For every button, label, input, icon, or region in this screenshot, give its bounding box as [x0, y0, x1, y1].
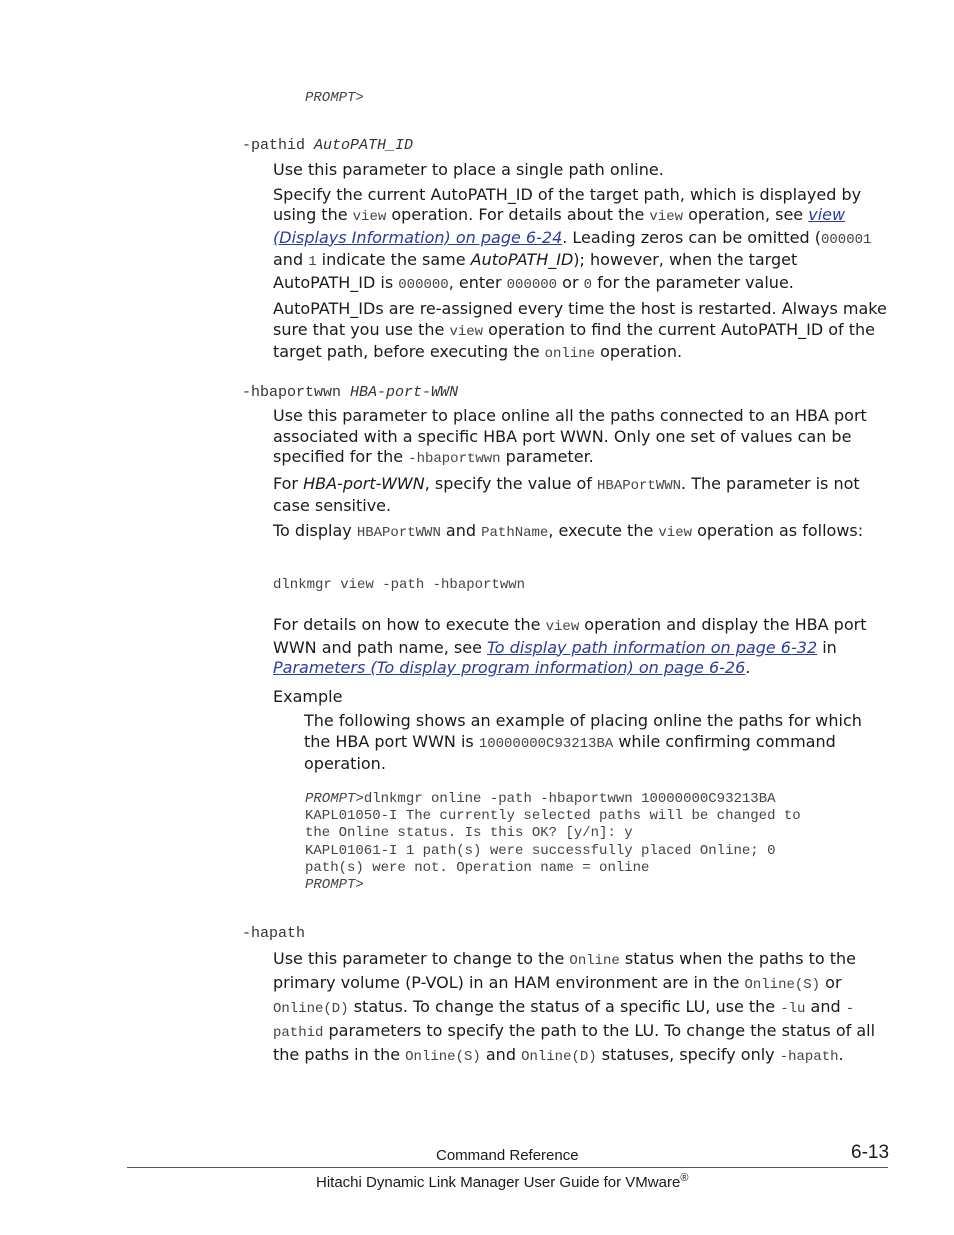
code: Online(S) — [405, 1049, 481, 1065]
command: >dlnkmgr online -path -hbaportwwn 10000000C93213BA — [355, 791, 776, 807]
text: To display — [273, 520, 357, 540]
code: 000000 — [398, 276, 449, 293]
text: AutoPATH_IDs are re-assigned every time the host is restarted. Always make sure that you use the — [273, 299, 887, 339]
view-link[interactable]: view (Displays Information) on page 6-24 — [273, 205, 846, 247]
text: statuses, specify only — [596, 1045, 780, 1064]
prompt-gt: > — [355, 90, 364, 106]
display-path-info-link[interactable]: To display path information on page 6-32 — [487, 637, 818, 657]
registered-mark: ® — [680, 1172, 689, 1184]
example-code-block — [305, 791, 801, 894]
code-line-5: path(s) were not. Operation name = online — [305, 859, 650, 876]
code: HBAPortWWN — [356, 524, 441, 541]
text: and — [480, 1045, 522, 1064]
top-prompt — [305, 90, 364, 106]
guide-title-text: Hitachi Dynamic Link Manager User Guide for VMware — [316, 1174, 681, 1191]
text: For — [273, 473, 304, 493]
text: operation as follows: — [692, 520, 864, 540]
text: , specify the value of — [424, 473, 598, 493]
hba-para-2 — [273, 474, 889, 517]
text: operation. For details about the — [386, 205, 650, 224]
code: -lu — [780, 1001, 806, 1017]
emphasis: AutoPATH_ID — [470, 250, 574, 269]
pathid-para-3 — [273, 299, 889, 365]
text: Specify the current AutoPATH_ID of the target path, which is displayed by using the — [273, 184, 862, 224]
option-name: -pathid — [242, 137, 306, 154]
code: HBAPortWWN — [597, 477, 682, 494]
pathid-description — [273, 160, 889, 365]
hapath-para-1 — [273, 948, 889, 1068]
code: -pathid — [273, 1001, 855, 1041]
text: . Leading zeros can be omitted ( — [562, 227, 821, 247]
code-line-4: KAPL01061-I 1 path(s) were successfully placed Online; 0 — [305, 842, 776, 859]
code: view — [658, 524, 692, 541]
option-name: -hbaportwwn — [242, 384, 342, 401]
text: , execute the — [548, 520, 659, 540]
text: indicate the same — [316, 250, 471, 269]
code: 000000 — [506, 276, 558, 293]
footer-rule — [127, 1167, 888, 1168]
text: and — [273, 250, 309, 269]
code: online — [544, 346, 596, 362]
text: operation to find the current AutoPATH_ID of the target path, before executing the — [273, 319, 875, 361]
emphasis: HBA-port-WWN — [303, 473, 425, 493]
code-line-6 — [305, 877, 801, 894]
text: and — [440, 520, 482, 540]
code-line-1 — [305, 791, 801, 808]
text: for the parameter value. — [592, 272, 794, 292]
code: Online(D) — [273, 1001, 349, 1017]
hbaportwwn-description — [273, 406, 889, 543]
footer-guide-title — [316, 1172, 688, 1191]
code: view — [545, 619, 580, 635]
text: . — [745, 658, 751, 677]
parameters-link[interactable]: Parameters (To display program information) on page 6-26 — [273, 658, 746, 677]
code: -hapath — [779, 1049, 839, 1065]
code: Online(D) — [521, 1049, 597, 1065]
hbaportwwn-option — [242, 384, 458, 401]
prompt-gt: > — [355, 877, 364, 894]
code: 1 — [308, 254, 317, 270]
option-arg: AutoPATH_ID — [314, 137, 414, 154]
hba-para-1 — [273, 406, 889, 470]
text: For details on how to execute the — [273, 615, 546, 634]
text: operation and display the HBA port WWN and path name, see — [273, 615, 867, 657]
code: 000001 — [820, 231, 872, 248]
prompt-text: PROMPT — [305, 791, 356, 807]
example-para — [304, 711, 889, 775]
example-heading: Example — [273, 687, 343, 706]
pathid-para-2 — [273, 185, 889, 296]
code: view — [449, 323, 484, 340]
hba-details — [273, 615, 889, 679]
text: . — [838, 1045, 844, 1064]
hba-para-3 — [273, 521, 889, 544]
footer-section-title: Command Reference — [436, 1147, 579, 1164]
text: . The parameter is not case sensitive. — [273, 473, 860, 515]
text: Use this parameter to change to the — [273, 949, 570, 968]
text: or — [820, 973, 842, 992]
code: -hbaportwwn — [408, 451, 501, 467]
text: or — [557, 272, 584, 292]
text: ); however, when the target AutoPATH_ID is — [273, 250, 798, 292]
text: status. To change the status of a specific LU, use the — [348, 997, 781, 1016]
text: status when the paths to the primary volume (P-VOL) in an HAM environment are in the — [273, 949, 857, 992]
prompt-text: PROMPT — [305, 877, 356, 894]
text: parameter. — [500, 447, 594, 466]
text: , enter — [448, 272, 507, 292]
example-description — [304, 711, 889, 775]
pathid-option — [242, 137, 413, 154]
hapath-description — [273, 948, 889, 1068]
code-line-3: the Online status. Is this OK? [y/n]: y — [305, 825, 633, 842]
code: view — [649, 209, 684, 225]
code: view — [352, 209, 387, 225]
text: operation, see — [683, 205, 809, 224]
hba-para-4 — [273, 615, 889, 679]
code: 10000000C93213BA — [478, 735, 614, 752]
page-number: 6-13 — [851, 1142, 890, 1163]
code: Online — [569, 953, 620, 969]
text: parameters to specify the path to the LU. To change the status of all the paths in the — [273, 1021, 876, 1064]
text: and — [805, 997, 846, 1016]
prompt-text: PROMPT — [305, 90, 356, 106]
pathid-para-1: Use this parameter to place a single path online. — [273, 160, 664, 179]
option-arg: HBA-port-WWN — [350, 384, 459, 401]
hba-command-line: dlnkmgr view -path -hbaportwwn — [273, 577, 526, 593]
text: operation. — [595, 342, 683, 361]
text: Use this parameter to place online all the paths connected to an HBA port associated with a specific HBA port WWN. Only one set of values can be specified for the — [273, 406, 867, 466]
code: PathName — [481, 524, 549, 541]
text: while confirming command operation. — [304, 731, 836, 773]
code: Online(S) — [744, 977, 821, 993]
hapath-option: -hapath — [242, 925, 306, 942]
code-line-2: KAPL01050-I The currently selected paths will be changed to — [305, 808, 801, 825]
text: The following shows an example of placing online the paths for which the HBA port WWN is — [304, 711, 862, 751]
text: in — [817, 637, 837, 657]
code: 0 — [583, 276, 593, 293]
